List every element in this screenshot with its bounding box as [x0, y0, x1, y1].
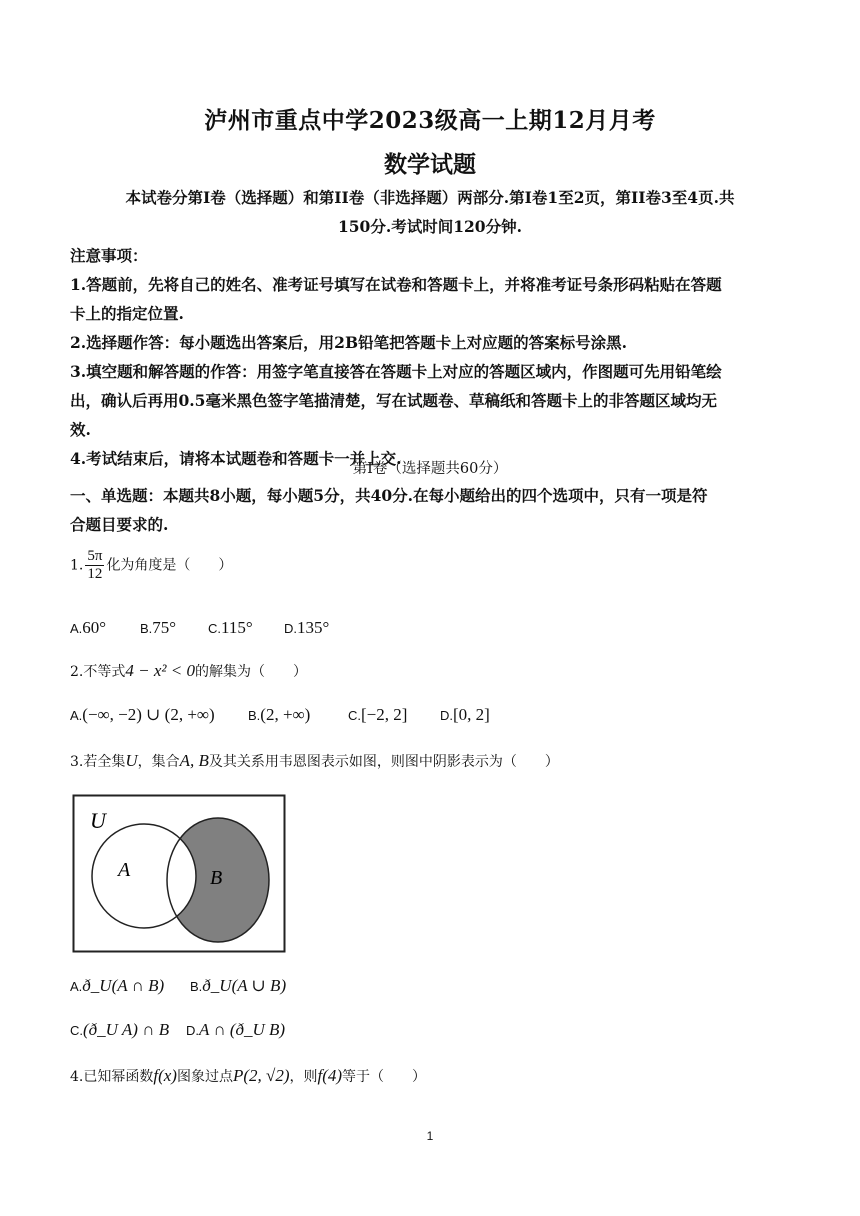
q3-option-b: B.ð_U(A ∪ B)	[190, 976, 287, 995]
q3-sets: A, B	[179, 751, 209, 770]
q2-suffix: 的解集为（ ）	[194, 664, 307, 680]
q2-option-b: B.(2, +∞)	[248, 705, 311, 724]
q4-f4: f(4)	[317, 1066, 343, 1085]
section-1-title: 第I卷（选择题共60分）	[352, 461, 508, 477]
note-2: 2.选择题作答：每小题选出答案后，用2B铅笔把答题卡上对应题的答案标号涂黑.	[70, 333, 627, 352]
q1-option-a: A.60°	[70, 618, 107, 637]
q3-universe: U	[125, 751, 138, 770]
page-number: 1	[426, 1129, 434, 1143]
note-3a: 3.填空题和解答题的作答：用签字笔直接答在答题卡上对应的答题区域内，作图题可先用铅笔绘	[70, 362, 722, 381]
q3-prefix: 3.若全集	[70, 754, 126, 770]
q2-option-d: D.[0, 2]	[440, 705, 490, 724]
question-1	[70, 548, 232, 583]
q4-point: P(2, √2)	[232, 1066, 290, 1085]
notes-heading: 注意事项：	[70, 246, 148, 265]
intro-line-2: 150分.考试时间120分钟.	[337, 217, 522, 236]
q1-option-d: D.135°	[284, 618, 330, 637]
q3-option-d: D.A ∩ (ð_U B)	[186, 1020, 286, 1039]
q1-text: 化为角度是（ ）	[106, 557, 233, 574]
note-3c: 效.	[70, 420, 91, 439]
q2-expression: 4 − x² < 0	[125, 661, 195, 680]
q1-option-b: B.75°	[140, 618, 177, 637]
note-1a: 1.答题前，先将自己的姓名、准考证号填写在试卷和答题卡上，并将准考证号条形码粘贴在答题	[70, 275, 722, 294]
q4-suffix: 等于（ ）	[342, 1069, 427, 1085]
q4-prefix: 4.已知幂函数	[70, 1069, 154, 1085]
q3-option-c: C.(ð_U A) ∩ B	[70, 1020, 170, 1039]
note-4: 4.考试结束后，请将本试题卷和答题卡一并上交.	[70, 449, 402, 468]
q1-fraction	[85, 548, 104, 583]
q1-frac-num: 5π	[87, 548, 103, 564]
set-b-label: B	[210, 867, 223, 889]
q2-option-a: A.(−∞, −2) ∪ (2, +∞)	[70, 705, 215, 724]
q4-mid1: 图象过点	[176, 1069, 233, 1085]
section-1-instructions	[70, 481, 790, 539]
q1-number: 1.	[70, 557, 84, 574]
instr-line-a: 一、单选题：本题共8小题，每小题5分，共40分.在每小题给出的四个选项中，只有一项是符	[70, 486, 708, 505]
question-3	[70, 750, 559, 773]
universe-label: U	[90, 808, 106, 833]
question-2	[70, 660, 307, 683]
notes-block	[70, 241, 790, 473]
exam-title: 泸州市重点中学2023级高一上期12月月考	[204, 107, 656, 134]
q1-option-c: C.115°	[208, 618, 253, 637]
instr-line-b: 合题目要求的.	[70, 515, 169, 534]
note-3b: 出，确认后再用0.5毫米黑色签字笔描清楚，写在试题卷、草稿纸和答题卡上的非答题区域均无	[70, 391, 717, 410]
q4-mid2: ，则	[289, 1069, 318, 1085]
set-a-label: A	[118, 859, 131, 881]
intro-text	[70, 183, 790, 241]
intro-line-1: 本试卷分第I卷（选择题）和第II卷（非选择题）两部分.第I卷1至2页，第II卷3至4页.共	[125, 188, 735, 207]
venn-diagram	[72, 794, 288, 954]
exam-subject: 数学试题	[384, 151, 476, 178]
q3-suffix: 及其关系用韦恩图表示如图，则图中阴影表示为（ ）	[208, 754, 559, 770]
q2-prefix: 2.不等式	[70, 664, 126, 680]
set-a-circle	[92, 824, 196, 928]
q3-mid: ，集合	[137, 754, 180, 770]
q2-option-c: C.[−2, 2]	[348, 705, 408, 724]
note-1b: 卡上的指定位置.	[70, 304, 184, 323]
q4-function: f(x)	[153, 1066, 177, 1085]
question-4	[70, 1065, 426, 1088]
q1-frac-den: 12	[87, 566, 103, 582]
q3-option-a: A.ð_U(A ∩ B)	[70, 976, 165, 995]
